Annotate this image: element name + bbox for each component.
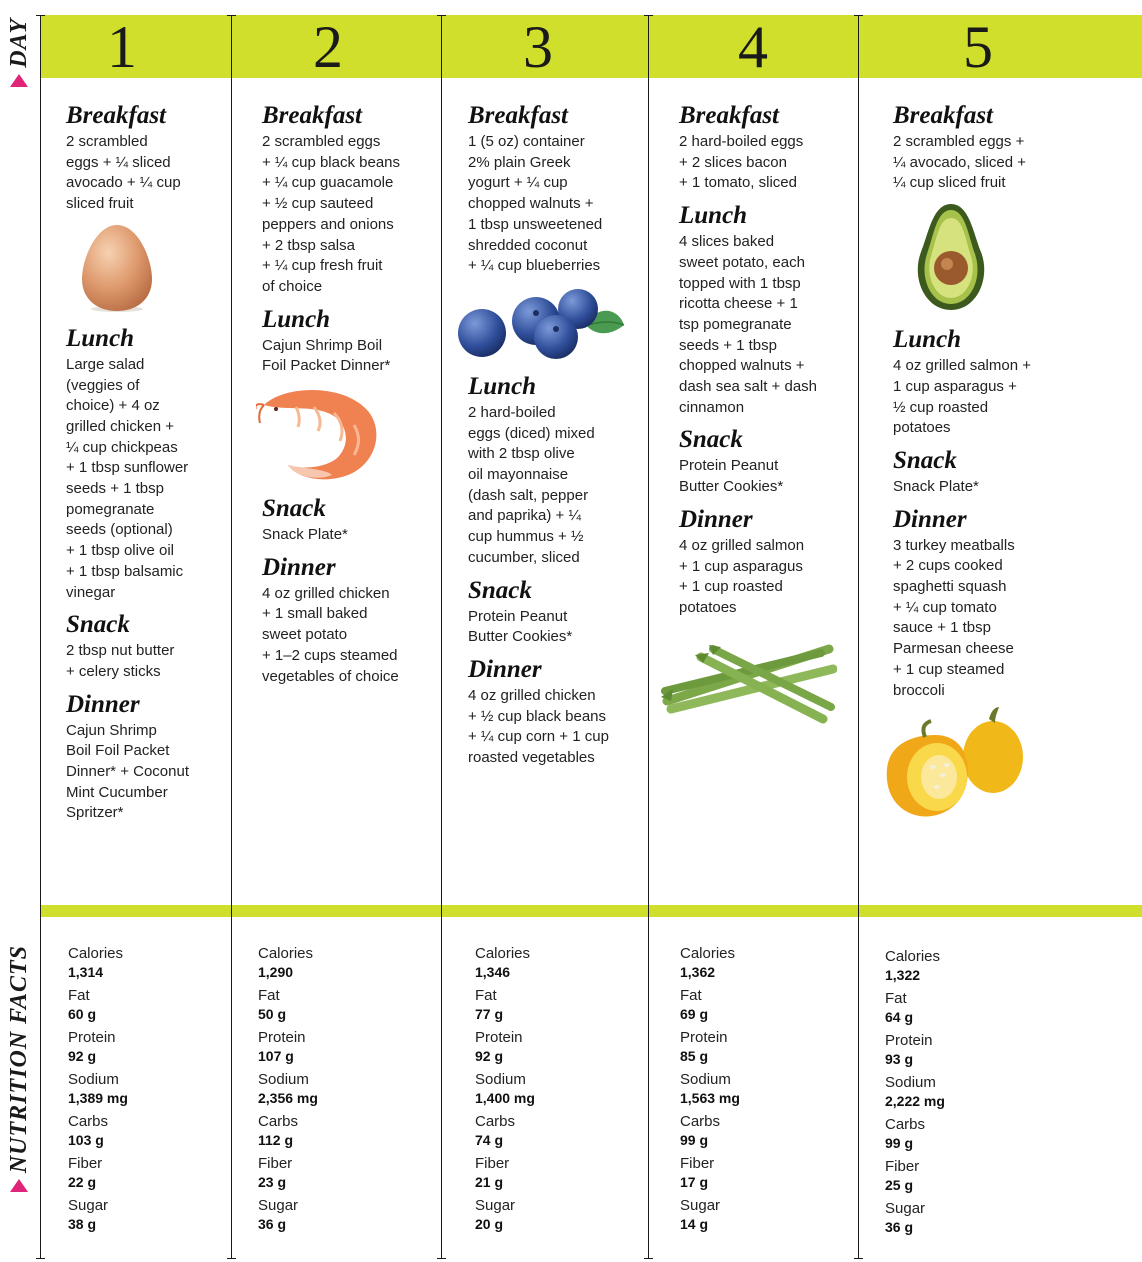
nutrition-value: 85 g: [680, 1048, 709, 1064]
nutrition-value: 93 g: [885, 1051, 914, 1067]
nutrition-value: 64 g: [885, 1009, 914, 1025]
meal-text-breakfast: 2 scrambled eggs + ¼ sliced avocado + ¼ cup sliced fruit: [66, 133, 181, 213]
nutrition-row: [258, 1155, 318, 1191]
nutrition-row: [885, 1074, 945, 1110]
nutrition-label: Fat: [680, 987, 702, 1004]
meal-text-dinner: Cajun Shrimp Boil Foil Packet Dinner* + Coconut Mint Cucumber Spritzer*: [66, 721, 189, 822]
nutrition-row: [68, 1071, 128, 1107]
nutrition-label: Protein: [475, 1029, 523, 1046]
meal-title-lunch: Lunch: [66, 324, 135, 352]
rule-tick: [227, 1258, 236, 1259]
nutrition-value: 103 g: [68, 1132, 104, 1148]
nutrition-label: Protein: [68, 1029, 116, 1046]
nutrition-value: 17 g: [680, 1174, 709, 1190]
nutrition-row: [68, 1029, 128, 1065]
meal-title-lunch: Lunch: [679, 202, 748, 230]
nutrition-label: Sodium: [68, 1071, 119, 1088]
nutrition-label: Protein: [680, 1029, 728, 1046]
nutrition-row: [475, 1071, 535, 1107]
nutrition-row: [258, 1071, 318, 1107]
nutrition-label: Sugar: [68, 1197, 109, 1214]
meal-title-snack: Snack: [262, 495, 326, 523]
day-number: 2: [313, 14, 343, 80]
nutrition-row: [680, 945, 740, 981]
meal-text-breakfast: 2 hard-boiled eggs + 2 slices bacon + 1 tomato, sliced: [679, 133, 804, 192]
nutrition-label: Sodium: [258, 1071, 309, 1088]
meal-title-breakfast: Breakfast: [262, 102, 362, 129]
meal-title-breakfast: Breakfast: [679, 102, 779, 129]
triangle-marker-icon: [10, 74, 28, 87]
nutrition-value: 74 g: [475, 1132, 504, 1148]
nutrition-value: 50 g: [258, 1006, 287, 1022]
meal-text-snack: Protein Peanut Butter Cookies*: [679, 457, 784, 496]
nutrition-value: 1,563 mg: [680, 1090, 740, 1106]
meal-text-breakfast: 2 scrambled eggs + ¼ cup black beans + ¼ cup guacamole + ½ cup sauteed peppers and onions + 2 tbsp salsa + ¼ cup fresh fruit of choice: [262, 133, 401, 295]
nutrition-row: [475, 1155, 535, 1191]
nutrition-label: Sugar: [680, 1197, 721, 1214]
meal-text-lunch: Cajun Shrimp Boil Foil Packet Dinner*: [262, 336, 391, 375]
avocado-image: [913, 202, 989, 314]
nutrition-row: [680, 1113, 740, 1149]
meal-text-snack: 2 tbsp nut butter + celery sticks: [66, 642, 175, 680]
nutrition-value: 99 g: [885, 1135, 914, 1151]
nutrition-value: 38 g: [68, 1216, 97, 1232]
nutrition-label: Fiber: [885, 1158, 920, 1175]
nutrition-label: Carbs: [475, 1113, 516, 1130]
rule-tick: [437, 1258, 446, 1259]
meal-text-lunch: 4 slices baked sweet potato, each topped with 1 tbsp ricotta cheese + 1 tsp pomegranate seeds + 1 tbsp chopped walnuts + dash sea salt + dash cinnamon: [679, 233, 818, 416]
nutrition-value: 23 g: [258, 1174, 287, 1190]
nutrition-row: [68, 1197, 128, 1233]
meal-title-breakfast: Breakfast: [893, 102, 993, 129]
nutrition-value: 36 g: [258, 1216, 287, 1232]
nutrition-row: [258, 1029, 318, 1065]
nutrition-value: 99 g: [680, 1132, 709, 1148]
nutrition-label: Carbs: [68, 1113, 109, 1130]
meal-text-dinner: 4 oz grilled salmon + 1 cup asparagus + 1 cup roasted potatoes: [679, 536, 805, 616]
meal-title-lunch: Lunch: [262, 305, 331, 333]
meal-title-snack: Snack: [893, 446, 957, 474]
nutrition-row: [680, 987, 740, 1023]
meal-title-lunch: Lunch: [893, 326, 962, 354]
nutrition-label: Sugar: [475, 1197, 516, 1214]
nutrition-value: 2,356 mg: [258, 1090, 318, 1106]
nutrition-row: [68, 945, 128, 981]
spaghetti-squash-image: [881, 705, 1031, 823]
triangle-marker-icon: [10, 1179, 28, 1192]
nutrition-side-label: [0, 945, 38, 1192]
meal-title-snack: Snack: [679, 426, 743, 454]
nutrition-value: 14 g: [680, 1216, 709, 1232]
shrimp-image: [256, 385, 382, 483]
nutrition-value: 1,400 mg: [475, 1090, 535, 1106]
meal-text-lunch: 2 hard-boiled eggs (diced) mixed with 2 tbsp olive oil mayonnaise (dash salt, pepper and paprika) + ¼ cup hummus + ½ cucumber, sliced: [468, 403, 595, 566]
nutrition-label: Fat: [68, 987, 90, 1004]
meal-title-dinner: Dinner: [262, 553, 336, 581]
nutrition-row: [885, 948, 945, 984]
nutrition-row: [885, 1200, 945, 1236]
nutrition-row: [680, 1197, 740, 1233]
nutrition-label: Calories: [885, 948, 941, 965]
nutrition-label: Calories: [680, 945, 736, 962]
nutrition-row: [680, 1029, 740, 1065]
nutrition-value: 1,362: [680, 964, 716, 980]
nutrition-row: [475, 945, 535, 981]
nutrition-row: [885, 990, 945, 1026]
nutrition-label: Protein: [885, 1032, 933, 1049]
nutrition-row: [680, 1071, 740, 1107]
nutrition-value: 92 g: [68, 1048, 97, 1064]
column-rule: [648, 15, 649, 1259]
nutrition-facts-day-2: [258, 945, 318, 1239]
meal-text-dinner: 4 oz grilled chicken + 1 small baked sweet potato + 1–2 cups steamed vegetables of choice: [262, 584, 399, 685]
nutrition-value: 20 g: [475, 1216, 504, 1232]
day-5-column: [893, 100, 1093, 833]
nutrition-label: Sugar: [258, 1197, 299, 1214]
nutrition-value: 21 g: [475, 1174, 504, 1190]
nutrition-value: 1,314: [68, 964, 104, 980]
meal-title-lunch: Lunch: [468, 372, 537, 400]
meal-text-dinner: 3 turkey meatballs + 2 cups cooked spaghetti squash + ¼ cup tomato sauce + 1 tbsp Parmesan cheese + 1 cup steamed broccoli: [893, 536, 1015, 699]
nutrition-facts-day-5: [885, 948, 945, 1242]
nutrition-value: 92 g: [475, 1048, 504, 1064]
nutrition-label: Carbs: [680, 1113, 721, 1130]
nutrition-row: [475, 1197, 535, 1233]
nutrition-row: [885, 1032, 945, 1068]
rule-tick: [854, 1258, 863, 1259]
egg-image: [80, 223, 154, 313]
nutrition-value: 36 g: [885, 1219, 914, 1235]
meal-text-snack: Snack Plate*: [893, 477, 979, 495]
day-1-column: [66, 100, 226, 830]
day-3-column: [468, 100, 644, 775]
nutrition-value: 1,290: [258, 964, 294, 980]
nutrition-label: Fiber: [68, 1155, 103, 1172]
meal-text-breakfast: 1 (5 oz) container 2% plain Greek yogurt + ¼ cup chopped walnuts + 1 tbsp unsweetened shredded coconut + ¼ cup blueberries: [468, 133, 603, 275]
meal-title-snack: Snack: [468, 576, 532, 604]
rule-tick: [36, 1258, 45, 1259]
column-rule: [231, 15, 232, 1259]
day-number: 3: [523, 14, 553, 80]
nutrition-label: Calories: [258, 945, 314, 962]
meal-title-breakfast: Breakfast: [468, 102, 568, 129]
meal-title-snack: Snack: [66, 611, 130, 639]
nutrition-label: Fat: [258, 987, 280, 1004]
nutrition-label: Carbs: [258, 1113, 299, 1130]
nutrition-value: 1,346: [475, 964, 511, 980]
nutrition-label: Sugar: [885, 1200, 926, 1217]
nutrition-facts-day-1: [68, 945, 128, 1239]
nutrition-value: 69 g: [680, 1006, 709, 1022]
nutrition-value: 22 g: [68, 1174, 97, 1190]
nutrition-row: [258, 1113, 318, 1149]
meal-title-dinner: Dinner: [679, 505, 753, 533]
meal-text-snack: Snack Plate*: [262, 526, 348, 544]
meal-text-lunch: 4 oz grilled salmon + 1 cup asparagus + ½ cup roasted potatoes: [893, 357, 1031, 437]
nutrition-label: Sodium: [885, 1074, 936, 1091]
nutrition-divider-band: [40, 905, 1142, 917]
nutrition-row: [475, 1029, 535, 1065]
nutrition-row: [258, 1197, 318, 1233]
meal-title-breakfast: Breakfast: [66, 102, 166, 129]
rule-tick: [644, 1258, 653, 1259]
nutrition-row: [68, 1113, 128, 1149]
nutrition-row: [680, 1155, 740, 1191]
nutrition-value: 1,322: [885, 967, 921, 983]
nutrition-row: [885, 1116, 945, 1152]
column-rule: [441, 15, 442, 1259]
nutrition-value: 25 g: [885, 1177, 914, 1193]
day-number: 5: [963, 14, 993, 80]
day-4-column: [679, 100, 855, 735]
nutrition-value: 1,389 mg: [68, 1090, 128, 1106]
asparagus-image: [661, 627, 837, 725]
nutrition-label: Fat: [475, 987, 497, 1004]
meal-title-dinner: Dinner: [893, 505, 967, 533]
nutrition-value: 2,222 mg: [885, 1093, 945, 1109]
nutrition-value: 60 g: [68, 1006, 97, 1022]
nutrition-row: [68, 987, 128, 1023]
meal-text-lunch: Large salad (veggies of choice) + 4 oz grilled chicken + ¼ cup chickpeas + 1 tbsp sunflower seeds + 1 tbsp pomegranate seeds (optional) + 1 tbsp olive oil + 1 tbsp balsamic vinegar: [66, 355, 189, 601]
nutrition-label: Fat: [885, 990, 907, 1007]
nutrition-label: Fiber: [258, 1155, 293, 1172]
nutrition-value: 107 g: [258, 1048, 294, 1064]
nutrition-row: [475, 1113, 535, 1149]
day-label-text: DAY: [5, 18, 32, 68]
nutrition-label-text: NUTRITION FACTS: [5, 945, 32, 1174]
day-side-label: [0, 18, 38, 87]
blueberries-image: [456, 285, 626, 361]
meal-title-dinner: Dinner: [66, 690, 140, 718]
nutrition-row: [475, 987, 535, 1023]
nutrition-row: [258, 945, 318, 981]
meal-text-breakfast: 2 scrambled eggs + ¼ avocado, sliced + ¼ cup sliced fruit: [893, 133, 1027, 192]
nutrition-label: Sodium: [680, 1071, 731, 1088]
nutrition-value: 77 g: [475, 1006, 504, 1022]
nutrition-label: Protein: [258, 1029, 306, 1046]
nutrition-row: [258, 987, 318, 1023]
nutrition-label: Fiber: [475, 1155, 510, 1172]
nutrition-facts-day-4: [680, 945, 740, 1239]
nutrition-label: Calories: [68, 945, 124, 962]
day-2-column: [262, 100, 437, 693]
meal-text-dinner: 4 oz grilled chicken + ½ cup black beans + ¼ cup corn + 1 cup roasted vegetables: [468, 686, 609, 767]
day-number: 1: [107, 14, 137, 80]
nutrition-label: Carbs: [885, 1116, 926, 1133]
nutrition-row: [68, 1155, 128, 1191]
column-rule: [858, 15, 859, 1259]
nutrition-value: 112 g: [258, 1132, 294, 1148]
meal-title-dinner: Dinner: [468, 655, 542, 683]
nutrition-facts-day-3: [475, 945, 535, 1239]
nutrition-row: [885, 1158, 945, 1194]
nutrition-label: Fiber: [680, 1155, 715, 1172]
nutrition-label: Sodium: [475, 1071, 526, 1088]
nutrition-label: Calories: [475, 945, 531, 962]
column-rule: [40, 15, 41, 1259]
day-number: 4: [738, 14, 768, 80]
meal-text-snack: Protein Peanut Butter Cookies*: [468, 607, 573, 646]
